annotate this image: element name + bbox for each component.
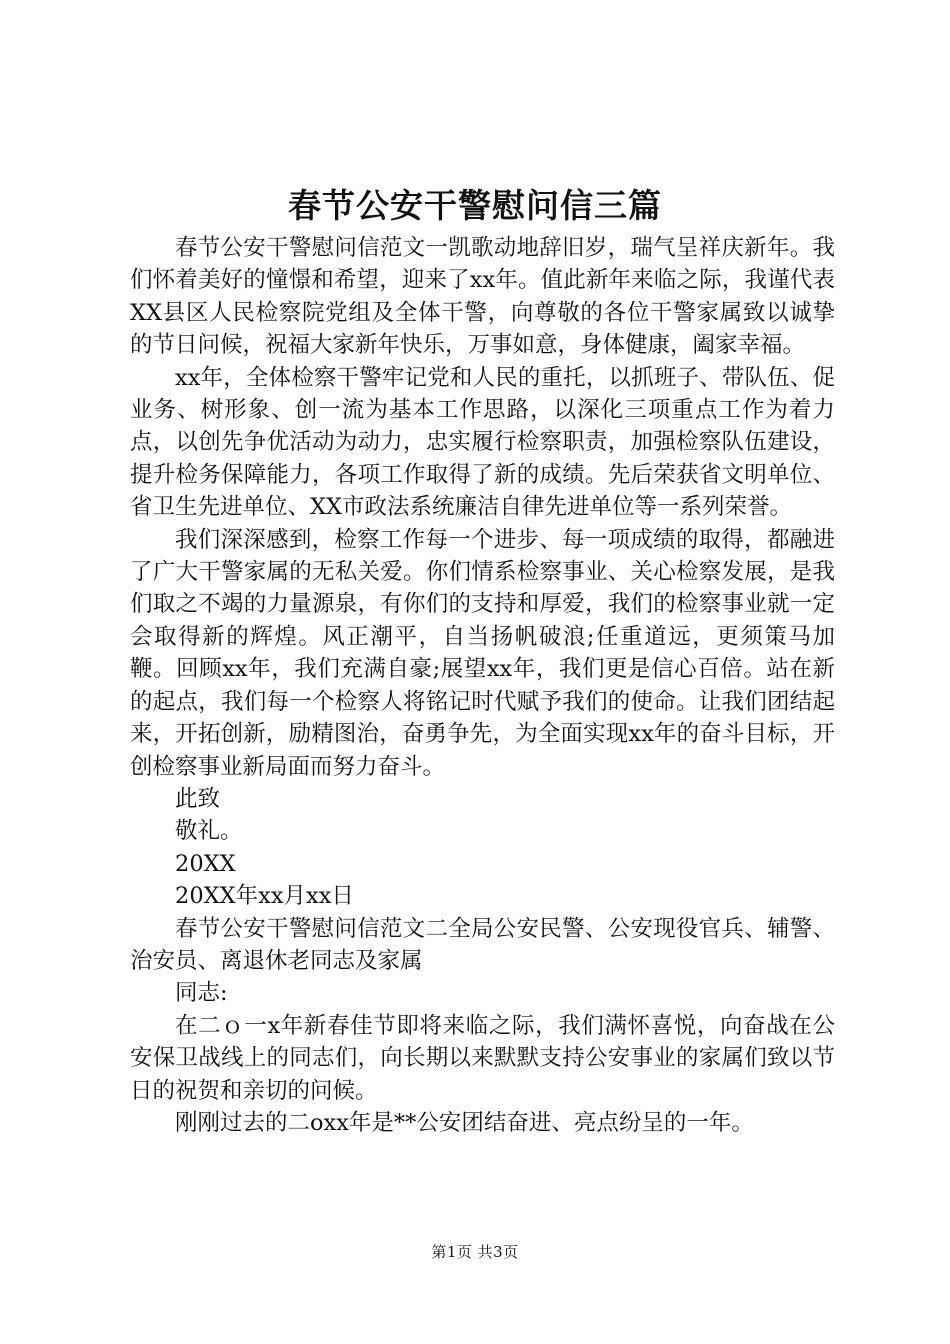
document-title: 春节公安干警慰问信三篇	[288, 186, 662, 225]
paragraph-letter-2-address: 春节公安干警慰问信范文二全局公安民警、公安现役官兵、辅警、治安员、离退休老同志及家属	[130, 915, 835, 974]
paragraph-letter-2-review: 刚刚过去的二oxx年是**公安团结奋进、亮点纷呈的一年。	[175, 1109, 754, 1136]
paragraph-3: 我们深深感到，检察工作每一个进步、每一项成绩的取得，都融进了广大干警家属的无私关爱。你们情系检察事业、关心检察发展，是我们取之不竭的力量源泉，有你们的支持和厚爱，我们的检察事业就一定会取得新的辉煌。风正潮平，自当扬帆破浪;任重道远，更须策马加鞭。回顾xx年，我们充满自豪;展望xx年，我们更是信心百倍。站在新的起点，我们每一个检察人将铭记时代赋予我们的使命。让我们团结起来，开拓创新，励精图治，奋勇争先，为全面实现xx年的奋斗目标，开创检察事业新局面而努力奋斗。	[130, 526, 835, 780]
signature-year: 20XX	[175, 850, 236, 877]
signature-date: 20XX年xx月xx日	[175, 883, 354, 910]
page-footer: 第1页 共3页	[431, 1243, 519, 1261]
paragraph-1: 春节公安干警慰问信范文一凯歌动地辞旧岁，瑞气呈祥庆新年。我们怀着美好的憧憬和希望，迎来了xx年。值此新年来临之际，我谨代表XX县区人民检察院党组及全体干警，向尊敬的各位干警家属致以诚挚的节日问候，祝福大家新年快乐，万事如意，身体健康，阖家幸福。	[130, 235, 835, 359]
paragraph-greeting: 同志:	[175, 980, 228, 1007]
closing-salutation: 此致	[175, 785, 221, 812]
paragraph-2: xx年，全体检察干警牢记党和人民的重托，以抓班子、带队伍、促业务、树形象、创一流为基本工作思路，以深化三项重点工作为着力点，以创先争优活动为动力，忠实履行检察职责，加强检察队伍建设，提升检务保障能力，各项工作取得了新的成绩。先后荣获省文明单位、省卫生先进单位、XX市政法系统廉洁自律先进单位等一系列荣誉。	[130, 364, 835, 521]
closing-regards: 敬礼。	[175, 818, 243, 845]
paragraph-letter-2-body: 在二ｏ一x年新春佳节即将来临之际，我们满怀喜悦，向奋战在公安保卫战线上的同志们，向长期以来默默支持公安事业的家属们致以节日的祝贺和亲切的问候。	[130, 1012, 835, 1104]
document-body	[130, 232, 835, 1139]
